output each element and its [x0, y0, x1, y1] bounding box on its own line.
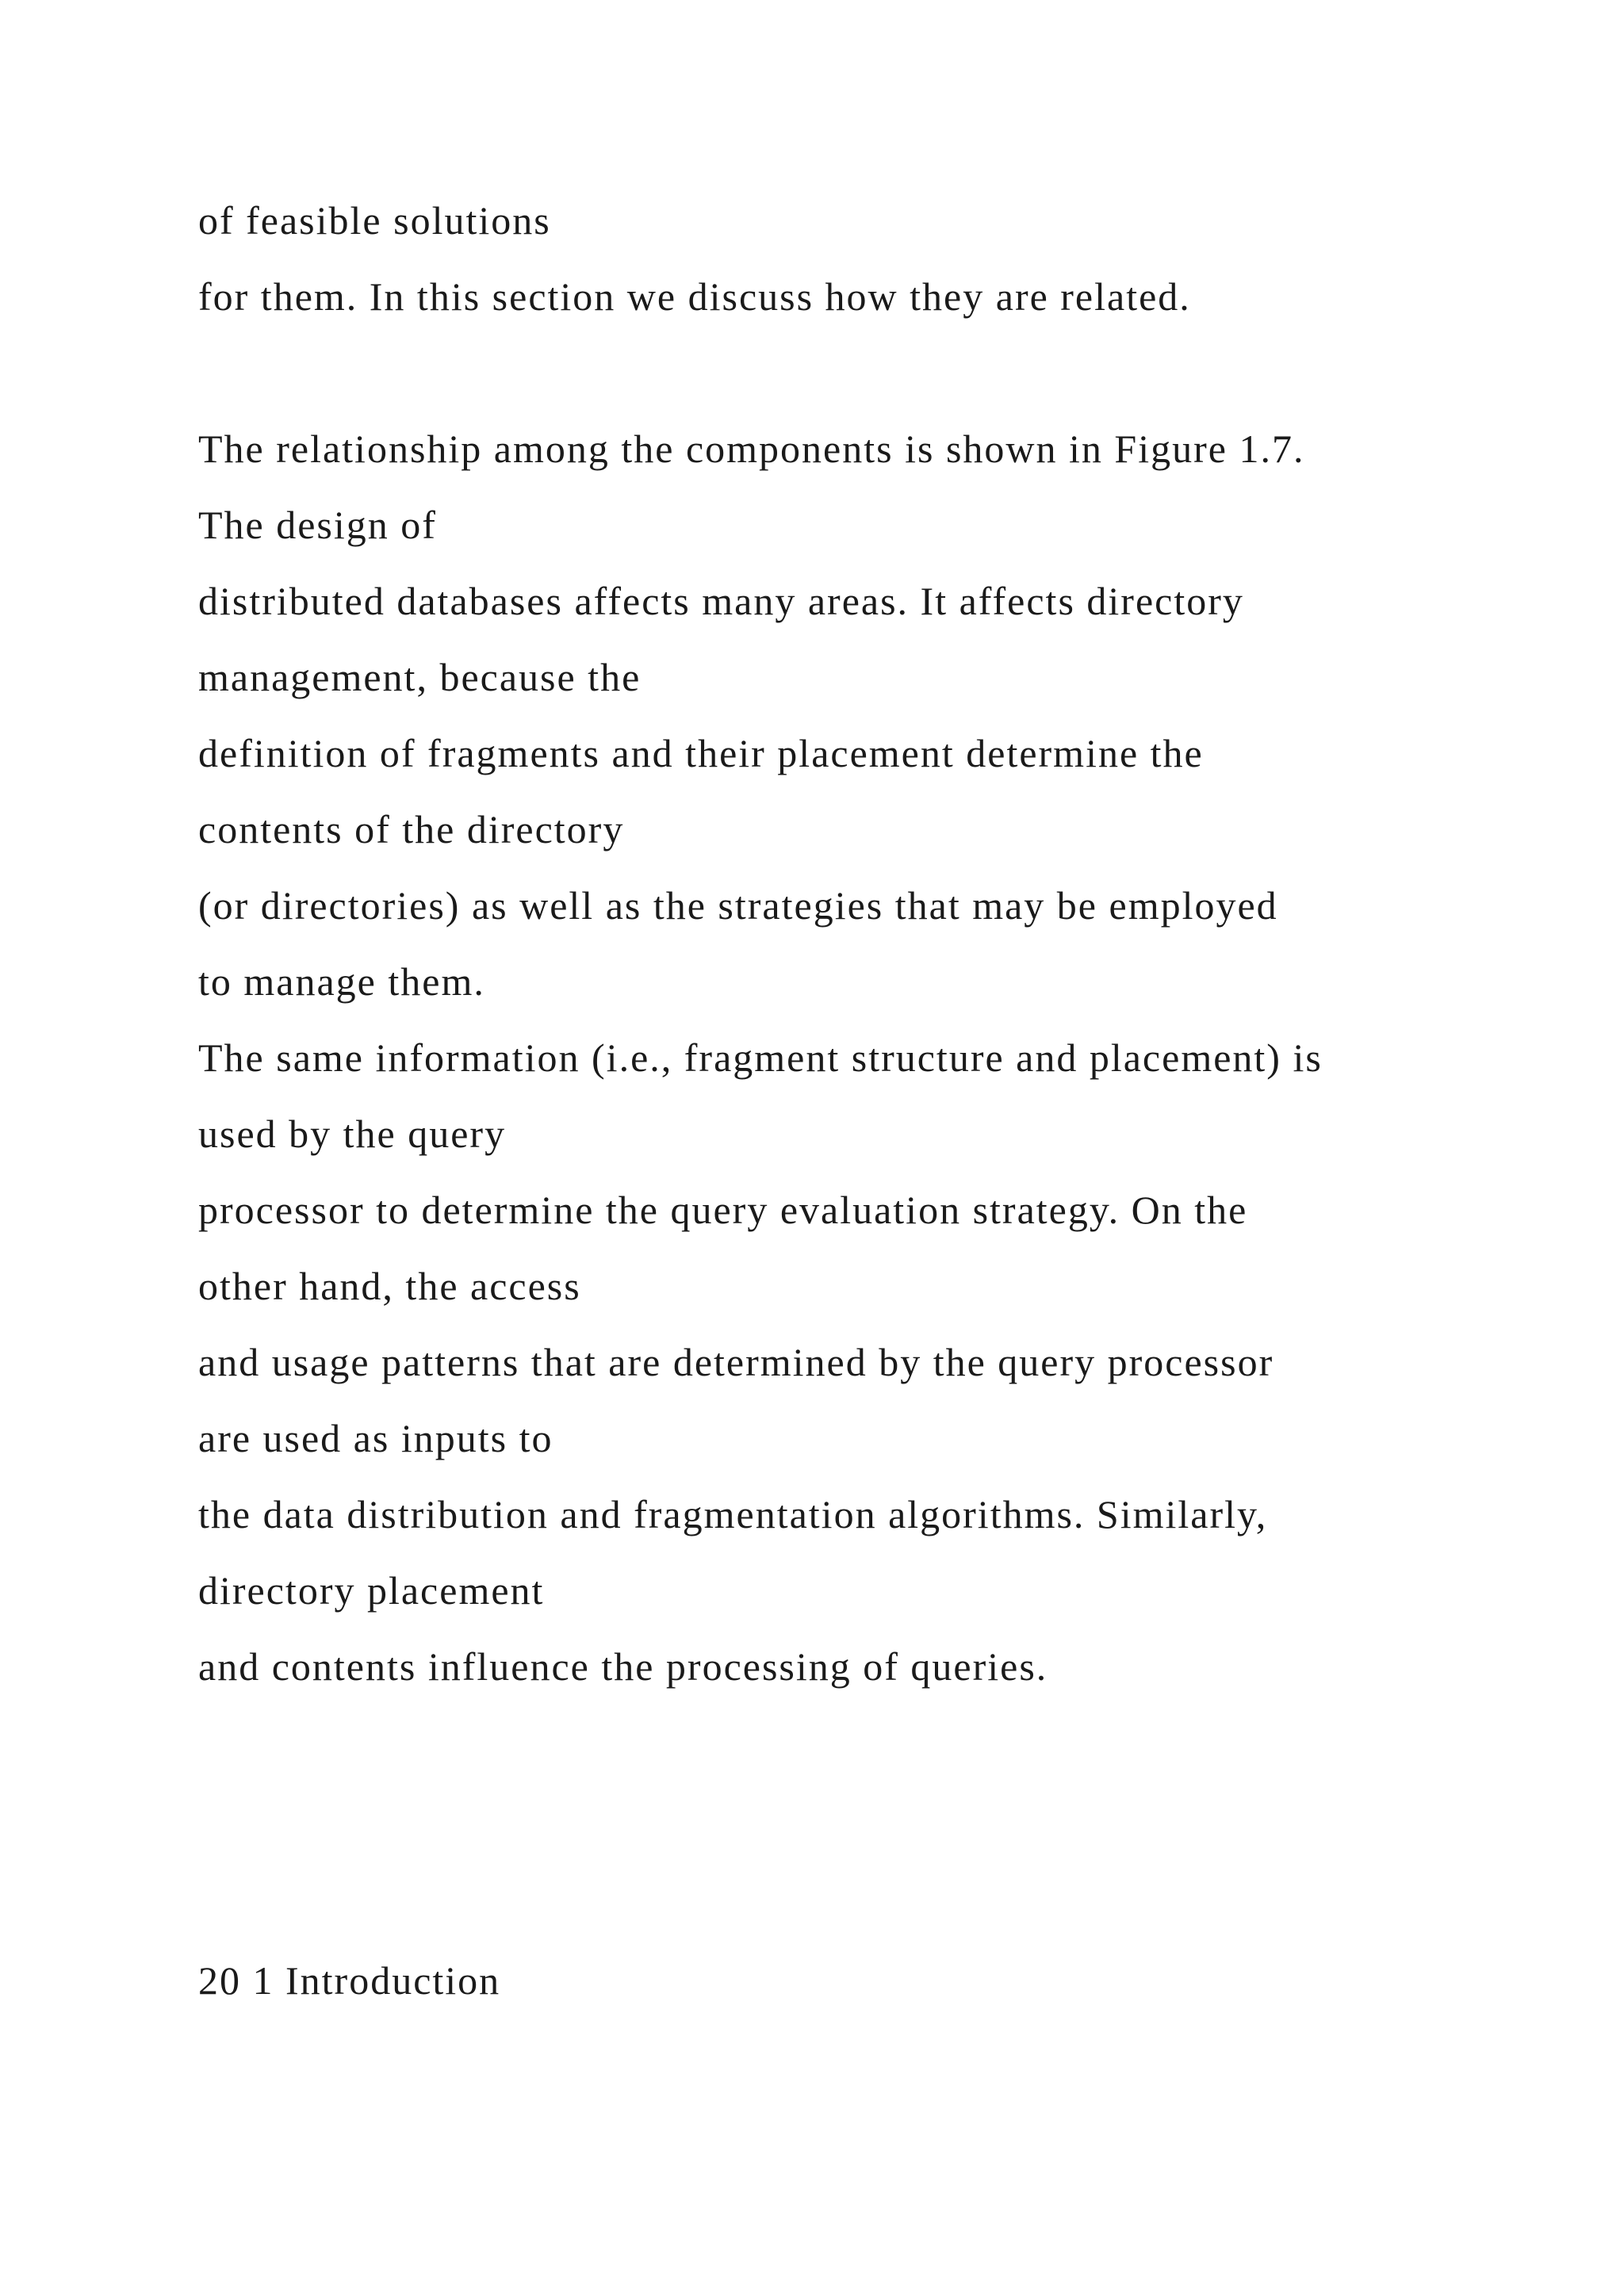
text-line: and usage patterns that are determined by the query processor: [198, 1340, 1274, 1384]
text-line: contents of the directory: [198, 807, 625, 851]
paragraph-1: [198, 182, 1546, 335]
page-footer-running-head: 20 1 Introduction: [198, 1958, 501, 2003]
text-line: of feasible solutions: [198, 198, 551, 243]
text-line: distributed databases affects many areas. It affects directory: [198, 579, 1244, 623]
text-line: used by the query: [198, 1112, 507, 1156]
text-line: and contents influence the processing of queries.: [198, 1644, 1048, 1689]
text-line: for them. In this section we discuss how they are related.: [198, 274, 1191, 319]
text-line: (or directories) as well as the strategies that may be employed: [198, 883, 1278, 928]
text-line: directory placement: [198, 1568, 545, 1613]
text-line: to manage them.: [198, 959, 485, 1004]
text-line: The design of: [198, 503, 437, 547]
text-line: other hand, the access: [198, 1264, 581, 1308]
text-line: are used as inputs to: [198, 1416, 553, 1460]
text-line: the data distribution and fragmentation algorithms. Similarly,: [198, 1492, 1268, 1536]
text-line: management, because the: [198, 655, 642, 699]
text-line: The relationship among the components is shown in Figure 1.7.: [198, 427, 1305, 471]
text-line: The same information (i.e., fragment structure and placement) is: [198, 1035, 1323, 1080]
paragraph-2: [198, 411, 1546, 1705]
text-line: processor to determine the query evaluation strategy. On the: [198, 1188, 1248, 1232]
body-text: [198, 182, 1546, 1705]
paragraph-gap: [198, 335, 1546, 411]
text-line: definition of fragments and their placement determine the: [198, 731, 1204, 775]
